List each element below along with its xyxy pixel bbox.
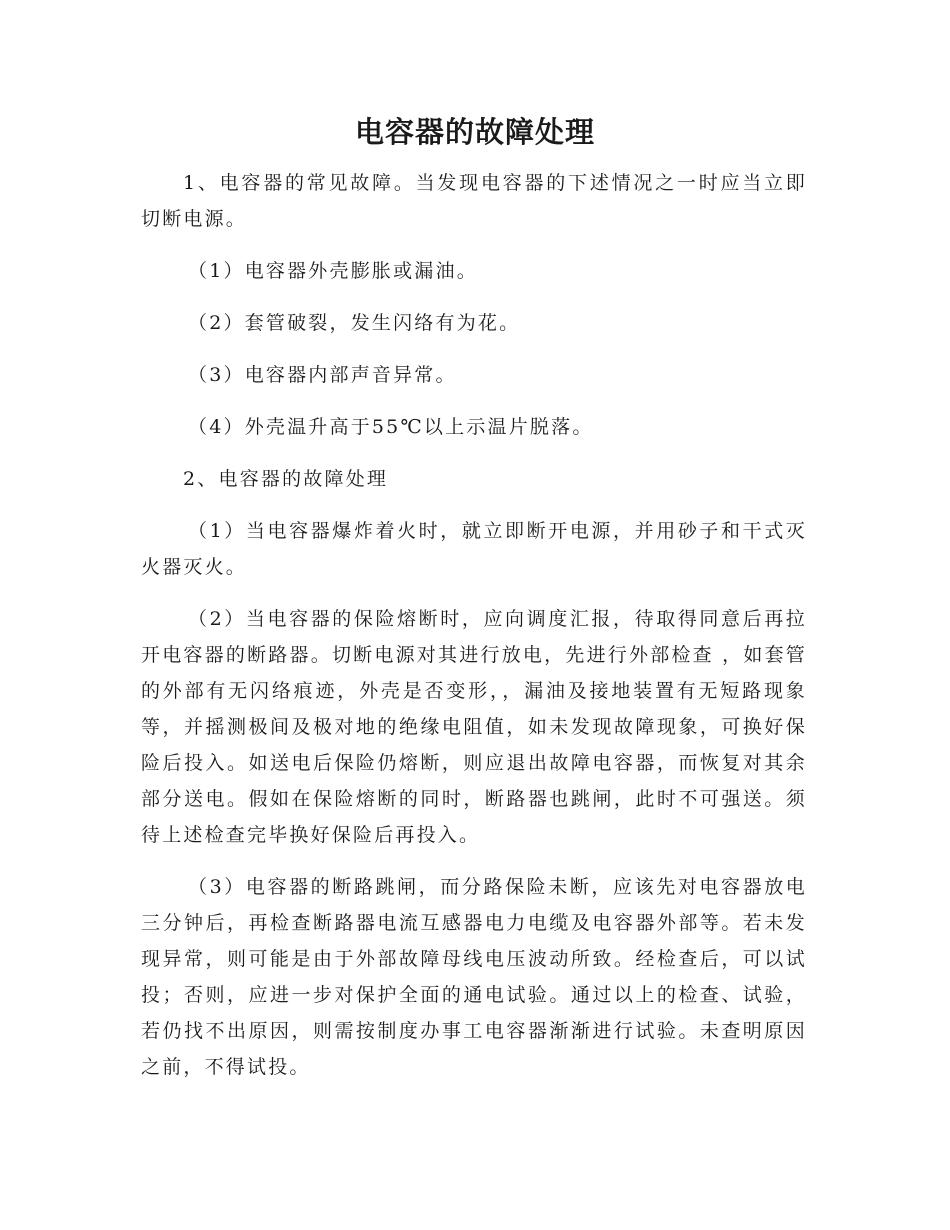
paragraph-fault-item-4: （4）外壳温升高于55℃以上示温片脱落。 <box>188 416 594 438</box>
document-title: 电容器的故障处理 <box>354 115 595 149</box>
paragraph-fault-handling-heading: 2、电容器的故障处理 <box>183 468 389 490</box>
paragraph-handling-item-1: （1）当电容器爆炸着火时，就立即断开电源，并用砂子和干式灭火器灭火。 <box>141 520 807 578</box>
paragraph-fault-item-1: （1）电容器外壳膨胀或漏油。 <box>188 260 478 282</box>
paragraph-fault-item-2: （2）套管破裂，发生闪络有为花。 <box>188 312 521 334</box>
paragraph-fault-item-3: （3）电容器内部声音异常。 <box>188 364 457 386</box>
paragraph-handling-item-3: （3）电容器的断路跳闸，而分路保险未断，应该先对电容器放电三分钟后，再检查断路器电流互感器电力电缆及电容器外部等。若未发现异常，则可能是由于外部故障母线电压波动所致。经检查后，可以试投；否则，应进一步对保护全面的通电试验。通过以上的检查、试验，若仍找不出原因，则需按制度办事工电容器渐渐进行试验。未查明原因之前，不得试投。 <box>141 876 807 1078</box>
paragraph-common-faults: 1、电容器的常见故障。当发现电容器的下述情况之一时应当立即切断电源。 <box>141 172 807 230</box>
paragraph-handling-item-2: （2）当电容器的保险熔断时，应向调度汇报，待取得同意后再拉开电容器的断路器。切断电源对其进行放电，先进行外部检查 ，如套管的外部有无闪络痕迹，外壳是否变形，，漏油及接地装置有无短路现象等，并摇测极间及极对地的绝缘电阻值，如未发现故障现象，可换好保险后投入。如送电后保险仍熔断，则应退出故障电容器，而恢复对其余部分送电。假如在保险熔断的同时，断路器也跳闸，此时不可强送。须待上述检查完毕换好保险后再投入。 <box>141 608 807 846</box>
document-body <box>141 165 807 1085</box>
